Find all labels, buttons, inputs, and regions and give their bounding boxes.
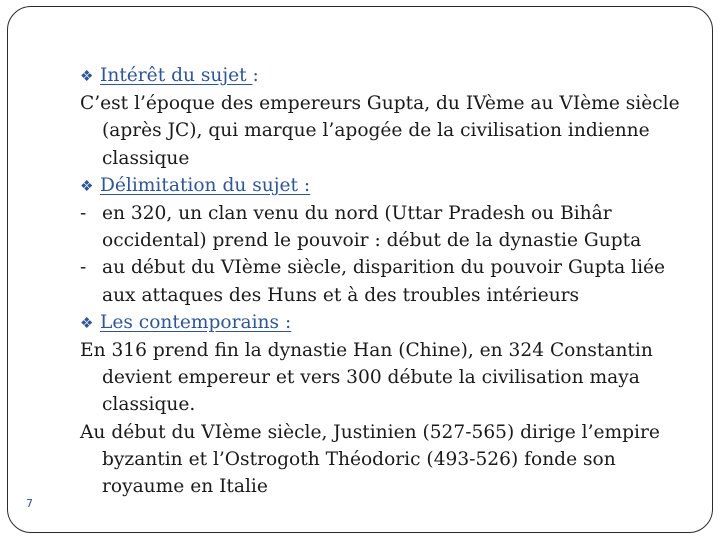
- heading-delimitation-title: Délimitation du sujet :: [100, 174, 311, 196]
- heading-interet: [80, 62, 690, 90]
- dash-bullet: -: [80, 203, 87, 225]
- diamond-bullet-icon: ❖: [80, 313, 94, 332]
- contemporains-text-2: Au début du VIème siècle, Justinien (527-565) dirige l’empire byzantin et l’Ostrogoth Théodoric (493-526) fonde son royaume en Italie: [80, 421, 660, 498]
- list-item-text: en 320, un clan venu du nord (Uttar Pradesh ou Bihâr occidental) prend le pouvoir : début de la dynastie Gupta: [102, 203, 642, 252]
- list-item-text: au début du VIème siècle, disparition du pouvoir Gupta liée aux attaques des Huns et à des troubles intérieurs: [102, 257, 666, 306]
- page-number: 7: [26, 497, 33, 510]
- list-item: [80, 254, 690, 308]
- interet-text: C’est l’époque des empereurs Gupta, du IVème au VIème siècle (après JC), qui marque l’apogée de la civilisation indienne classique: [80, 93, 680, 169]
- diamond-bullet-icon: ❖: [80, 176, 94, 195]
- heading-interet-colon: :: [252, 65, 259, 86]
- diamond-bullet-icon: ❖: [80, 67, 94, 85]
- list-item: [80, 200, 690, 254]
- contemporains-text-1: En 316 prend fin la dynastie Han (Chine), en 324 Constantin devient empereur et vers 300 débute la civilisation maya classique.: [80, 340, 653, 416]
- heading-interet-title: Intérêt du sujet: [100, 65, 253, 86]
- slide-content: [80, 62, 690, 500]
- heading-contemporains-title: Les contemporains :: [100, 311, 292, 333]
- heading-contemporains: [80, 309, 690, 337]
- dash-bullet: -: [80, 257, 87, 279]
- heading-delimitation: [80, 172, 690, 200]
